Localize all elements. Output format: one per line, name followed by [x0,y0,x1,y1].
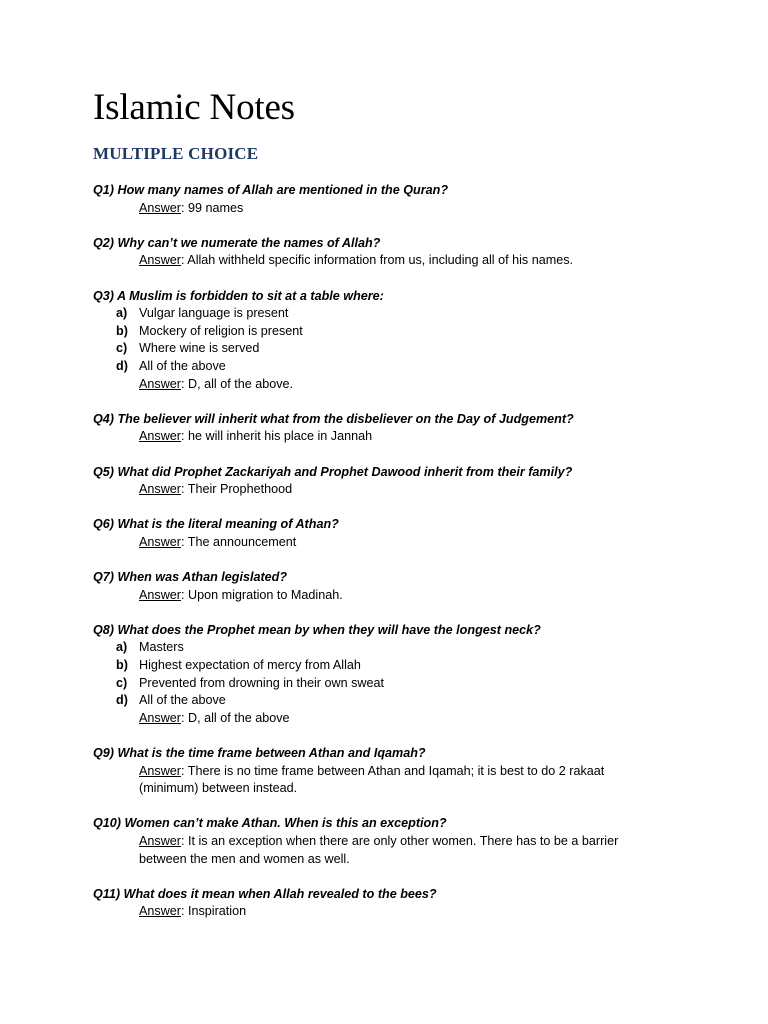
question-item [93,516,693,551]
option-item [93,340,693,358]
answer-text: : Inspiration [181,904,247,919]
option-item [93,639,693,657]
answer-text: : D, all of the above. [181,376,294,391]
question-text: Q8) What does the Prophet mean by when they will have the longest neck? [93,622,541,637]
option-text: All of the above [139,358,226,373]
question-text: Q5) What did Prophet Zackariyah and Prophet Dawood inherit from their family? [93,464,573,479]
question-text: Q7) When was Athan legislated? [93,570,288,585]
document-title: Islamic Notes [93,87,295,128]
answer-text: : Allah withheld specific information from us, including all of his names. [181,253,573,268]
option-text: Masters [139,640,184,655]
answer-label: Answer [139,534,181,549]
option-text: Highest expectation of mercy from Allah [139,658,361,673]
question-item [93,815,693,868]
answer-label: Answer [139,482,181,497]
option-letter: a) [116,640,128,655]
answer-line [93,200,693,218]
answer-label: Answer [139,904,181,919]
question-text: Q3) A Muslim is forbidden to sit at a table where: [93,288,384,303]
question-item [93,288,693,394]
question-item [93,622,693,728]
question-text: Q4) The believer will inherit what from the disbeliever on the Day of Judgement? [93,411,574,426]
option-text: Vulgar language is present [139,306,289,321]
document-page [93,86,693,939]
answer-line [93,587,693,605]
option-item [93,692,693,710]
answer-line [93,481,693,499]
option-letter: d) [116,693,128,708]
answer-label: Answer [139,376,181,391]
answer-line [93,376,693,394]
answer-label: Answer [139,200,181,215]
option-item [93,358,693,376]
question-item [93,886,693,921]
question-item [93,182,693,217]
answer-line [93,428,693,446]
question-item [93,745,693,798]
answer-text: : 99 names [181,200,244,215]
question-item [93,569,693,604]
question-item [93,464,693,499]
answer-text: : It is an exception when there are only other women. There has to be a barrier [181,833,619,848]
answer-label: Answer [139,763,181,778]
answer-line [93,833,693,851]
option-letter: d) [116,358,128,373]
question-text: Q9) What is the time frame between Athan and Iqamah? [93,746,426,760]
answer-label: Answer [139,833,181,848]
answer-text: : There is no time frame between Athan and Iqamah; it is best to do 2 rakaat [181,763,605,778]
option-letter: c) [116,675,128,690]
question-item [93,235,693,270]
option-text: Where wine is served [139,341,260,356]
answer-line [93,903,693,921]
option-letter: c) [116,341,128,356]
question-text: Q1) How many names of Allah are mentioned in the Quran? [93,183,449,197]
section-heading: MULTIPLE CHOICE [93,144,259,163]
option-item [93,323,693,341]
answer-label: Answer [139,710,181,725]
option-item [93,675,693,693]
answer-line [93,763,693,781]
option-item [93,305,693,323]
option-letter: a) [116,306,128,321]
option-letter: b) [116,323,128,338]
question-text: Q6) What is the literal meaning of Athan? [93,517,339,532]
question-text: Q10) Women can’t make Athan. When is this an exception? [93,816,447,831]
answer-line [93,252,693,270]
answer-label: Answer [139,253,181,268]
answer-continuation: between the men and women as well. [139,851,350,866]
answer-continuation: (minimum) between instead. [139,781,298,796]
option-text: All of the above [139,693,226,708]
answer-label: Answer [139,587,181,602]
option-letter: b) [116,658,128,673]
answer-text: : D, all of the above [181,710,290,725]
answer-line [93,534,693,552]
option-item [93,657,693,675]
question-text: Q11) What does it mean when Allah revealed to the bees? [93,886,437,901]
answer-line [93,710,693,728]
answer-text: : The announcement [181,534,297,549]
option-text: Mockery of religion is present [139,323,303,338]
question-item [93,411,693,446]
answer-label: Answer [139,429,181,444]
answer-text: : Their Prophethood [181,482,293,497]
question-text: Q2) Why can’t we numerate the names of Allah? [93,235,381,250]
answer-text: : Upon migration to Madinah. [181,587,343,602]
answer-text: : he will inherit his place in Jannah [181,429,373,444]
option-text: Prevented from drowning in their own sweat [139,675,385,690]
question-list [93,182,693,921]
